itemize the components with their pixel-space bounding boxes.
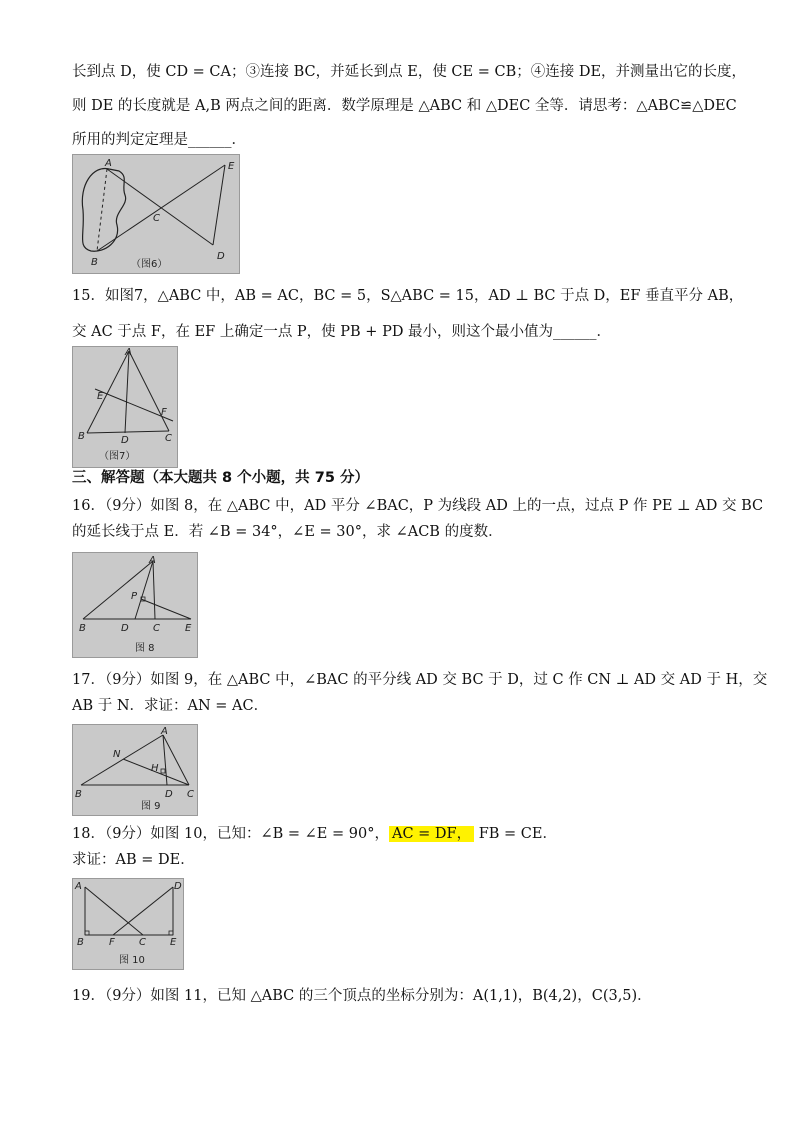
q18-text-pre: 18．（9分）如图 10，已知：∠B = ∠E = 90°，: [72, 826, 389, 842]
fig9-label-d: D: [165, 789, 173, 800]
fig8-label-a: A: [149, 555, 156, 566]
fig10-caption: 图 10: [119, 955, 145, 966]
figure-7: [72, 346, 178, 468]
fig6-label-d: D: [217, 251, 225, 262]
fig9-label-n: N: [113, 749, 121, 760]
text-line-2: 则 DE 的长度就是 A,B 两点之间的距离．数学原理是 △ABC 和 △DEC 全等．请思考：△ABC≌△DEC: [72, 98, 737, 114]
fig6-label-c: C: [153, 213, 160, 224]
fig7-label-f: F: [161, 407, 167, 418]
fig10-label-c: C: [139, 937, 146, 948]
fig7-label-b: B: [78, 431, 85, 442]
fig8-caption: 图 8: [135, 643, 155, 654]
q18-highlighted-condition: AC = DF，: [389, 826, 474, 842]
text-line-3: 所用的判定定理是______．: [72, 132, 246, 148]
fig7-label-d: D: [121, 435, 129, 446]
fig10-label-a: A: [75, 881, 82, 892]
fig9-label-a: A: [161, 726, 168, 737]
fig7-caption: （图7）: [99, 451, 136, 462]
fig9-caption: 图 9: [141, 801, 161, 812]
q19-line-1: 19．（9分）如图 11，已知 △ABC 的三个顶点的坐标分别为：A(1,1)，B(4,2)，C(3,5)．: [72, 988, 652, 1004]
fig6-label-b: B: [91, 257, 98, 268]
q18-text-post: FB = CE．: [474, 826, 557, 842]
fig9-label-c: C: [187, 789, 194, 800]
fig7-label-e: E: [97, 391, 104, 402]
fig10-label-f: F: [109, 937, 115, 948]
fig8-label-p: P: [131, 591, 138, 602]
q15-line-1: 15．如图7，△ABC 中，AB = AC，BC = 5，S△ABC = 15，AD ⊥ BC 于点 D，EF 垂直平分 AB，: [72, 288, 744, 304]
figure-6: [72, 154, 240, 274]
fig6-label-a: A: [105, 158, 112, 169]
figure-10: [72, 878, 184, 970]
q15-line-2: 交 AC 于点 F，在 EF 上确定一点 P，使 PB + PD 最小，则这个最小值为______．: [72, 324, 612, 340]
fig7-label-c: C: [165, 433, 172, 444]
fig10-label-d: D: [174, 881, 182, 892]
q16-line-1: 16．（9分）如图 8，在 △ABC 中，AD 平分 ∠BAC，P 为线段 AD 上的一点，过点 P 作 PE ⊥ AD 交 BC: [72, 498, 764, 514]
q17-line-2: AB 于 N．求证：AN = AC．: [72, 698, 269, 714]
fig10-label-b: B: [77, 937, 84, 948]
q18-line-1: [72, 824, 557, 844]
q18-line-2: 求证：AB = DE．: [72, 852, 195, 868]
fig6-caption: （图6）: [131, 259, 168, 270]
fig6-label-e: E: [228, 161, 235, 172]
q17-line-1: 17．（9分）如图 9，在 △ABC 中，∠BAC 的平分线 AD 交 BC 于 D，过 C 作 CN ⊥ AD 交 AD 于 H，交: [72, 672, 768, 688]
fig9-label-b: B: [75, 789, 82, 800]
fig8-label-e: E: [185, 623, 192, 634]
text-line-1: 长到点 D，使 CD = CA；③连接 BC，并延长到点 E，使 CE = CB；④连接 DE，并测量出它的长度，: [72, 64, 747, 80]
fig9-label-h: H: [151, 763, 159, 774]
fig8-label-b: B: [79, 623, 86, 634]
section-3-heading: 三、解答题（本大题共 8 个小题，共 75 分）: [72, 470, 369, 486]
q16-line-2: 的延长线于点 E．若 ∠B = 34°，∠E = 30°，求 ∠ACB 的度数．: [72, 524, 503, 540]
figure-9: [72, 724, 198, 816]
fig10-label-e: E: [170, 937, 177, 948]
fig8-label-c: C: [153, 623, 160, 634]
fig7-label-a: A: [125, 347, 132, 358]
figure-8: [72, 552, 198, 658]
fig8-label-d: D: [121, 623, 129, 634]
